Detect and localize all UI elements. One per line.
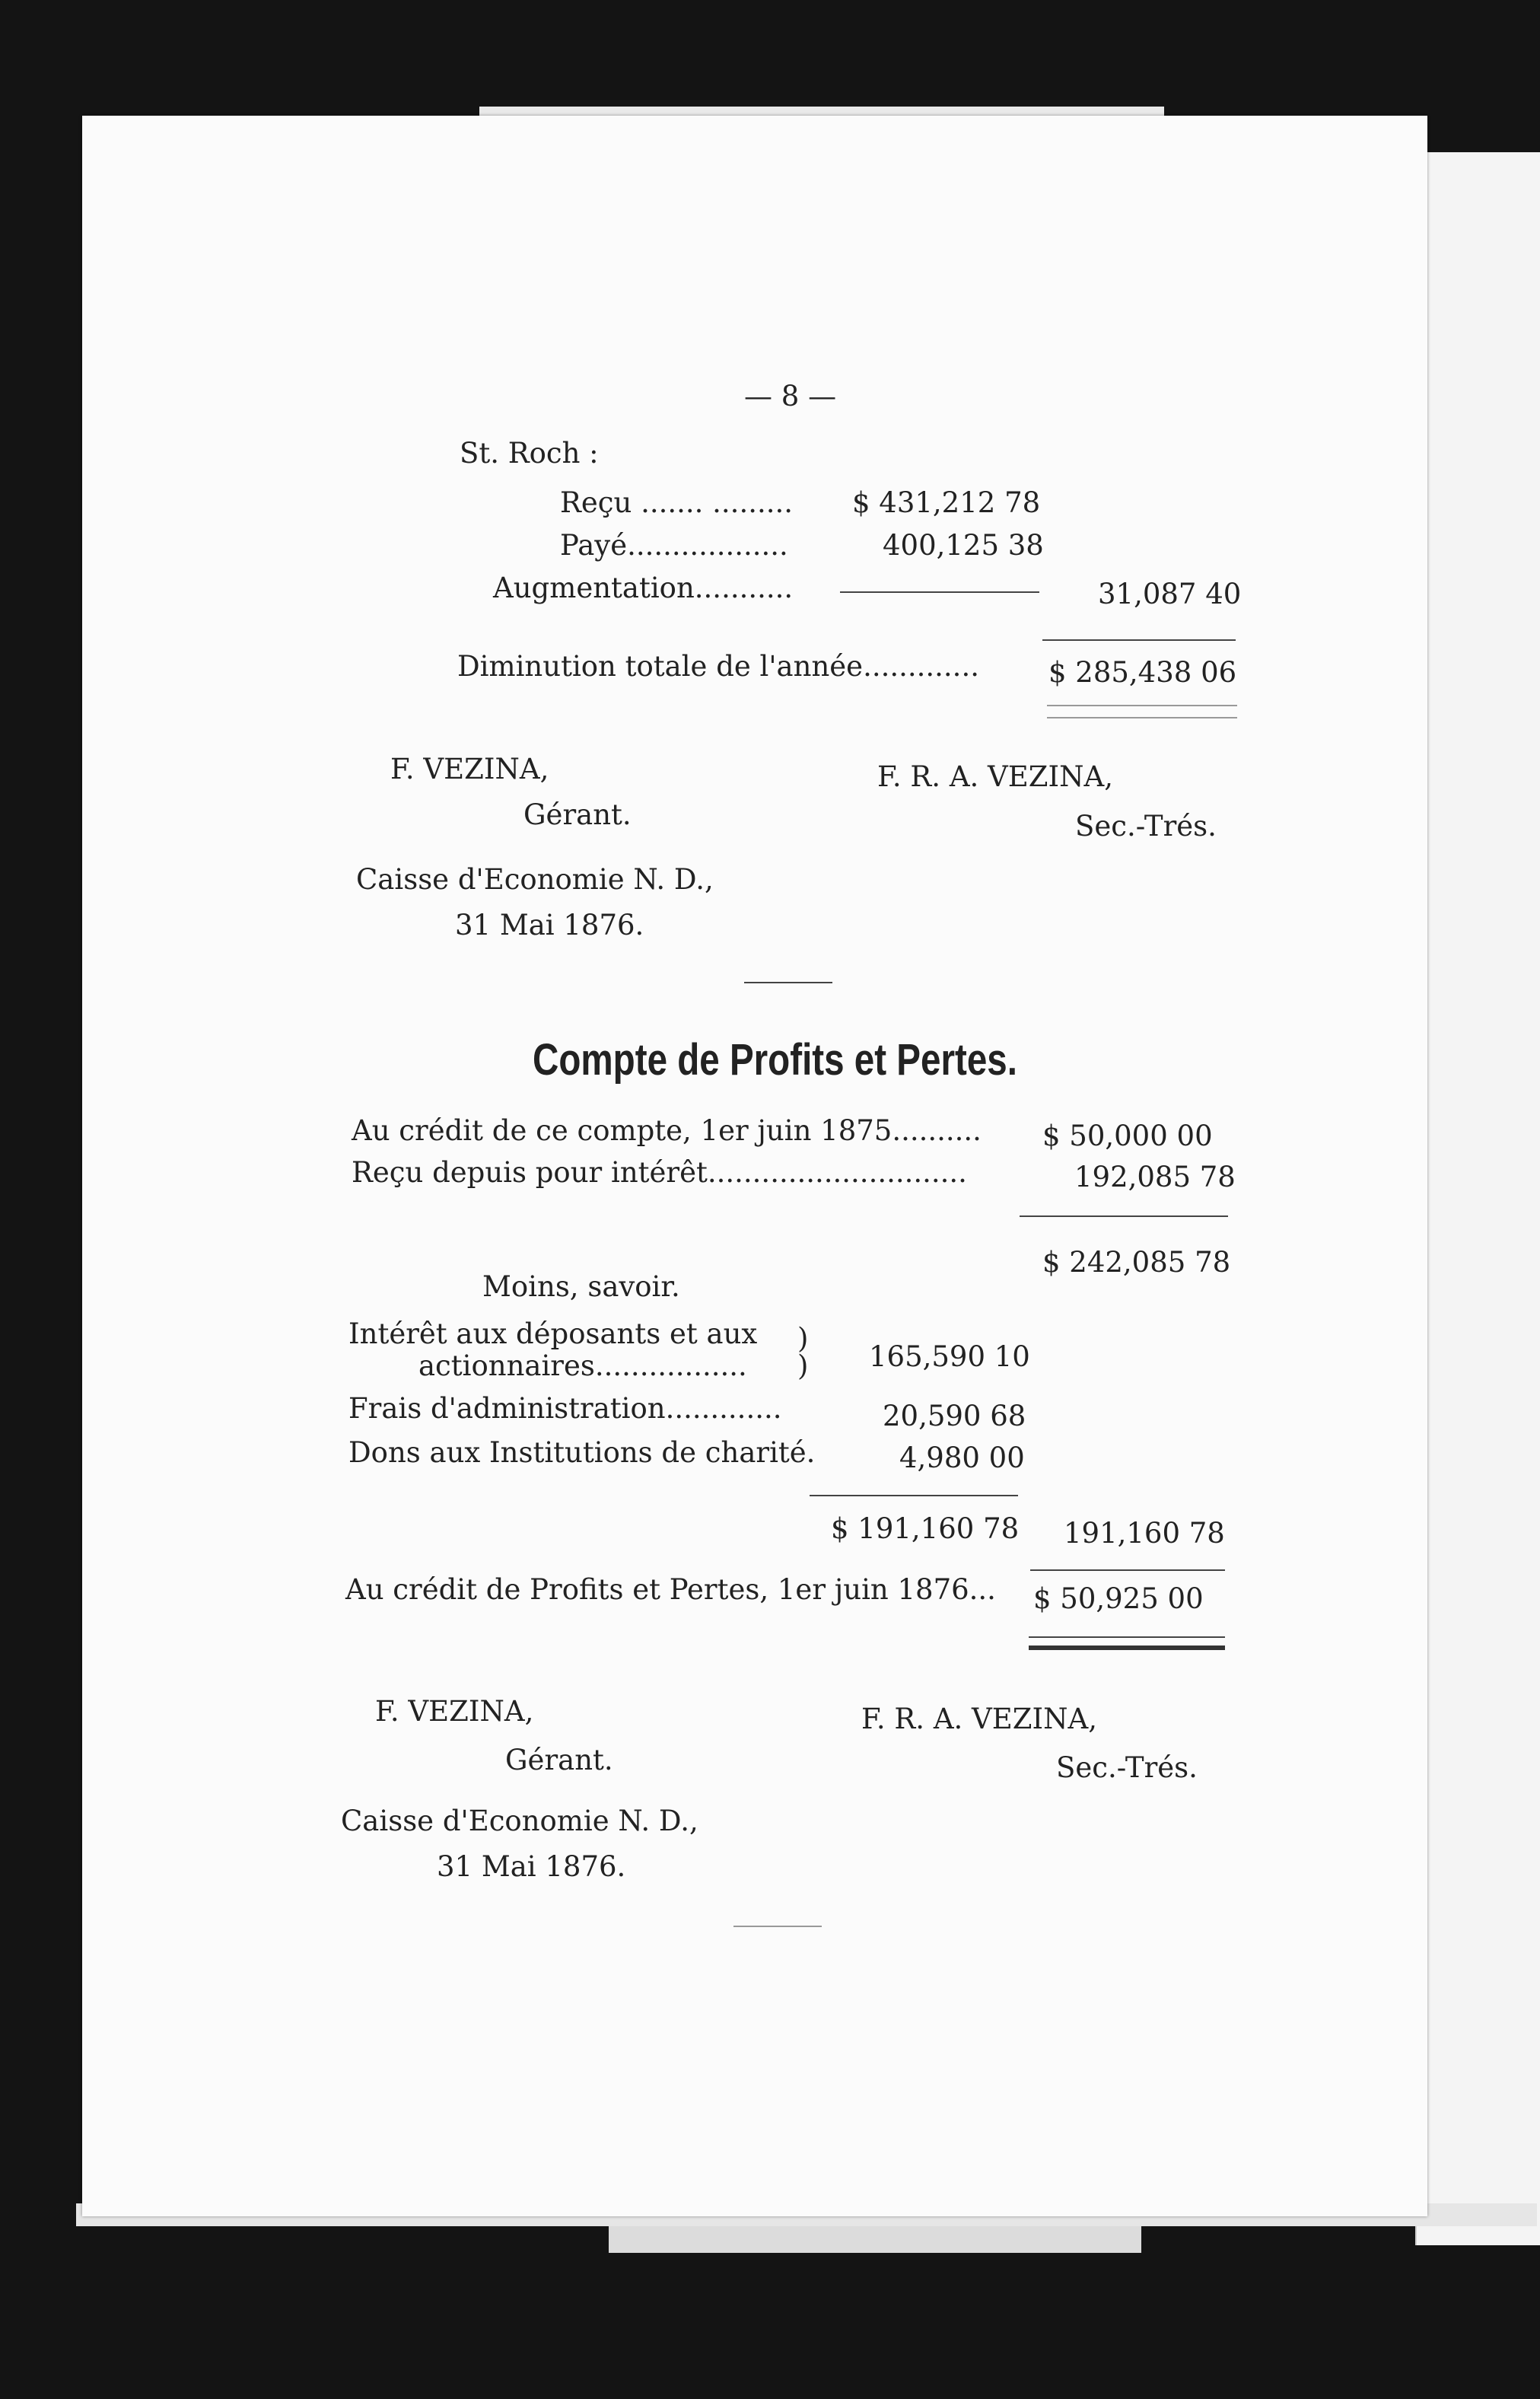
bottom-date: 31 Mai 1876. bbox=[437, 1850, 626, 1883]
augmentation-label: Augmentation........... bbox=[493, 572, 794, 604]
top-place: Caisse d'Economie N. D., bbox=[356, 863, 714, 896]
final-value: $ 50,925 00 bbox=[1033, 1582, 1204, 1615]
profits-title: Compte de Profits et Pertes. bbox=[533, 1035, 1017, 1085]
diminution-double-rule-1 bbox=[1047, 705, 1237, 706]
interet-value: 192,085 78 bbox=[1074, 1161, 1236, 1193]
subtotal-left-value: $ 191,160 78 bbox=[831, 1512, 1020, 1545]
top-left-signature-title: Gérant. bbox=[523, 798, 632, 831]
frais-label: Frais d'administration............. bbox=[348, 1392, 782, 1425]
top-left-signature-name: F. VEZINA, bbox=[390, 753, 549, 785]
final-double-rule-thick bbox=[1029, 1646, 1225, 1650]
page-number: — 8 — bbox=[744, 380, 837, 413]
recu-value: $ 431,212 78 bbox=[852, 486, 1041, 519]
deposants-brace-top: ) bbox=[797, 1322, 809, 1355]
augmentation-rule bbox=[840, 591, 1039, 593]
bottom-left-signature-name: F. VEZINA, bbox=[375, 1695, 534, 1728]
scan-bottom-tab bbox=[609, 2222, 1141, 2253]
moins-label: Moins, savoir. bbox=[482, 1270, 680, 1303]
deposants-brace-bottom: ) bbox=[797, 1349, 809, 1382]
bottom-right-signature-name: F. R. A. VEZINA, bbox=[861, 1703, 1097, 1735]
deductions-rule bbox=[810, 1495, 1018, 1496]
diminution-double-rule-2 bbox=[1047, 717, 1237, 718]
top-right-signature-title: Sec.-Trés. bbox=[1075, 810, 1217, 843]
st-roch-heading: St. Roch : bbox=[460, 437, 599, 470]
interet-rule bbox=[1020, 1215, 1228, 1217]
subtotal-rule bbox=[1030, 1569, 1225, 1571]
deposants-value: 165,590 10 bbox=[869, 1340, 1030, 1373]
diminution-value: $ 285,438 06 bbox=[1048, 656, 1237, 689]
deposants-label-line2: actionnaires................. bbox=[418, 1349, 747, 1382]
bottom-left-signature-title: Gérant. bbox=[505, 1744, 613, 1776]
scan-right-leaf bbox=[1415, 152, 1540, 2245]
top-date: 31 Mai 1876. bbox=[455, 909, 644, 941]
frais-value: 20,590 68 bbox=[883, 1400, 1026, 1432]
final-label: Au crédit de Profits et Pertes, 1er juin 1876... bbox=[345, 1573, 996, 1606]
final-double-rule-thin bbox=[1029, 1636, 1225, 1638]
dons-value: 4,980 00 bbox=[899, 1442, 1025, 1474]
bottom-right-signature-title: Sec.-Trés. bbox=[1056, 1751, 1198, 1784]
subtotal-right-value: 191,160 78 bbox=[1064, 1517, 1225, 1550]
section-divider bbox=[744, 982, 832, 983]
dons-label: Dons aux Institutions de charité. bbox=[348, 1436, 816, 1469]
top-right-signature-name: F. R. A. VEZINA, bbox=[877, 760, 1113, 793]
paye-label: Payé.................. bbox=[560, 529, 788, 562]
augmentation-value: 31,087 40 bbox=[1098, 578, 1242, 610]
deposants-label-line1: Intérêt aux déposants et aux bbox=[348, 1317, 758, 1350]
recu-label: Reçu ....... ......... bbox=[560, 486, 794, 519]
bottom-place: Caisse d'Economie N. D., bbox=[341, 1805, 698, 1837]
credit-label: Au crédit de ce compte, 1er juin 1875.......... bbox=[352, 1114, 982, 1147]
end-divider bbox=[733, 1926, 822, 1927]
diminution-label: Diminution totale de l'année............. bbox=[457, 650, 979, 683]
credit-value: $ 50,000 00 bbox=[1042, 1120, 1213, 1152]
document-page bbox=[82, 116, 1427, 2216]
st-roch-sum-rule bbox=[1042, 639, 1236, 641]
paye-value: 400,125 38 bbox=[883, 529, 1044, 562]
interet-label: Reçu depuis pour intérêt............................. bbox=[352, 1156, 967, 1189]
total-value: $ 242,085 78 bbox=[1042, 1246, 1231, 1279]
